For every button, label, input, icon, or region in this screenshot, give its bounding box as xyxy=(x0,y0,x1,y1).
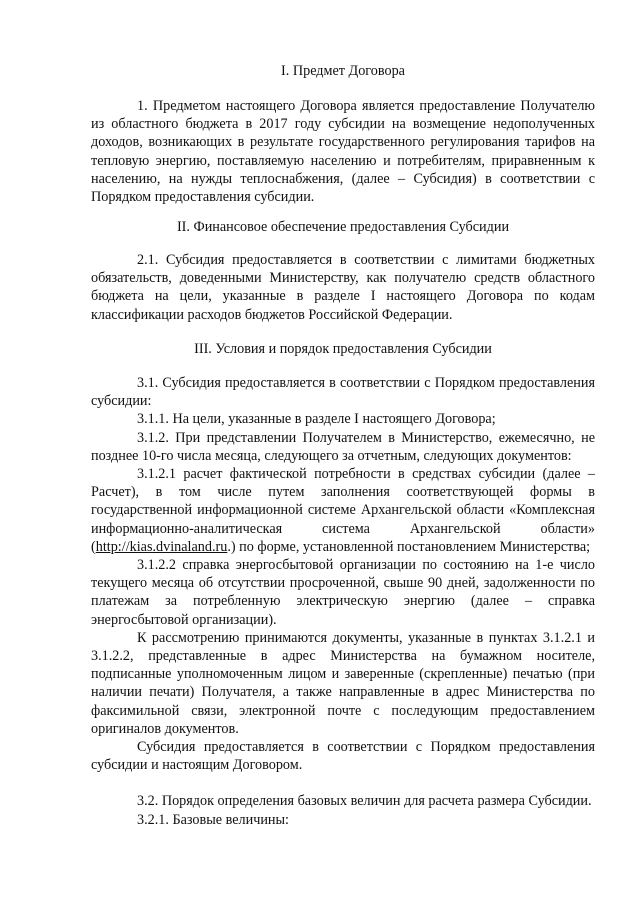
clause-3-1-2-2-paragraph: 3.1.2.2 справка энергосбытовой организации по состоянию на 1-е число текущего месяца об отсутствии просроченной, свыше 90 дней, задолженности по платежам за потребленную электрическую энергию (далее – справка энергосбытовой организации). xyxy=(91,557,595,628)
clause-3-1-2-1-tail: .) по форме, установленной постановлением Министерства; xyxy=(227,538,591,555)
clause-3-2-paragraph: 3.2. Порядок определения базовых величин для расчета размера Субсидии. xyxy=(137,793,592,810)
section-3-heading: III. Условия и порядок предоставления Субсидии xyxy=(194,341,492,357)
documents-review-paragraph: К рассмотрению принимаются документы, указанные в пунктах 3.1.2.1 и 3.1.2.2, представленные в адрес Министерства на бумажном носителе, подписанные уполномоченным лицом и заверенные (скрепленные) печатью (при наличии печати) Получателя, а также направленные в адрес Министерства по факсимильной связи, электронной почте с последующим предоставлением оригиналов документов. xyxy=(91,629,595,737)
clause-3-1-paragraph: 3.1. Субсидия предоставляется в соответствии с Порядком предоставления субсидии: xyxy=(91,375,595,410)
section-2-heading: II. Финансовое обеспечение предоставления Субсидии xyxy=(176,219,510,235)
paragraph-gap xyxy=(91,774,595,792)
clause-1-paragraph: 1. Предметом настоящего Договора является предоставление Получателю из областного бюджета в 2017 году субсидии на возмещение недополученных доходов, возникающих в результате государственного регулирования тарифов на тепловую энергию, поставляемую населению и потребителям, приравненным к населению, на нужды теплоснабжения, (далее – Субсидия) в соответствии с Порядком предоставления субсидии. xyxy=(91,98,595,206)
clause-3-1-2-1-text: 3.1.2.1 расчет фактической потребности в средствах субсидии (далее – Расчет), в том числе путем заполнения соответствующей формы в государственной информационной системе Архангельской области «Комплексная информационно-аналитическая система Архангельской области» ( xyxy=(91,466,595,555)
clause-3-1-2-paragraph: 3.1.2. При представлении Получателем в Министерство, ежемесячно, не позднее 10-го числа месяца, следующего за отчетным, следующих документов: xyxy=(91,429,595,464)
clause-3-1-2-1-paragraph xyxy=(91,465,595,556)
clause-3-1-1-paragraph: 3.1.1. На цели, указанные в разделе I настоящего Договора; xyxy=(137,411,496,428)
clause-2-1-paragraph: 2.1. Субсидия предоставляется в соответствии с лимитами бюджетных обязательств, доведенными Министерству, как получателю средств областного бюджета на цели, указанные в разделе I настоящего Договора по кодам классификации расходов бюджетов Российской Федерации. xyxy=(91,252,595,323)
section-3-body xyxy=(91,374,595,829)
subsidy-basis-paragraph: Субсидия предоставляется в соответствии с Порядком предоставления субсидии и настоящим Договором. xyxy=(91,739,595,774)
kias-link[interactable]: http://kias.dvinaland.ru xyxy=(95,538,228,555)
clause-3-2-1-paragraph: 3.2.1. Базовые величины: xyxy=(137,811,289,828)
section-1-heading: I. Предмет Договора xyxy=(281,63,405,79)
